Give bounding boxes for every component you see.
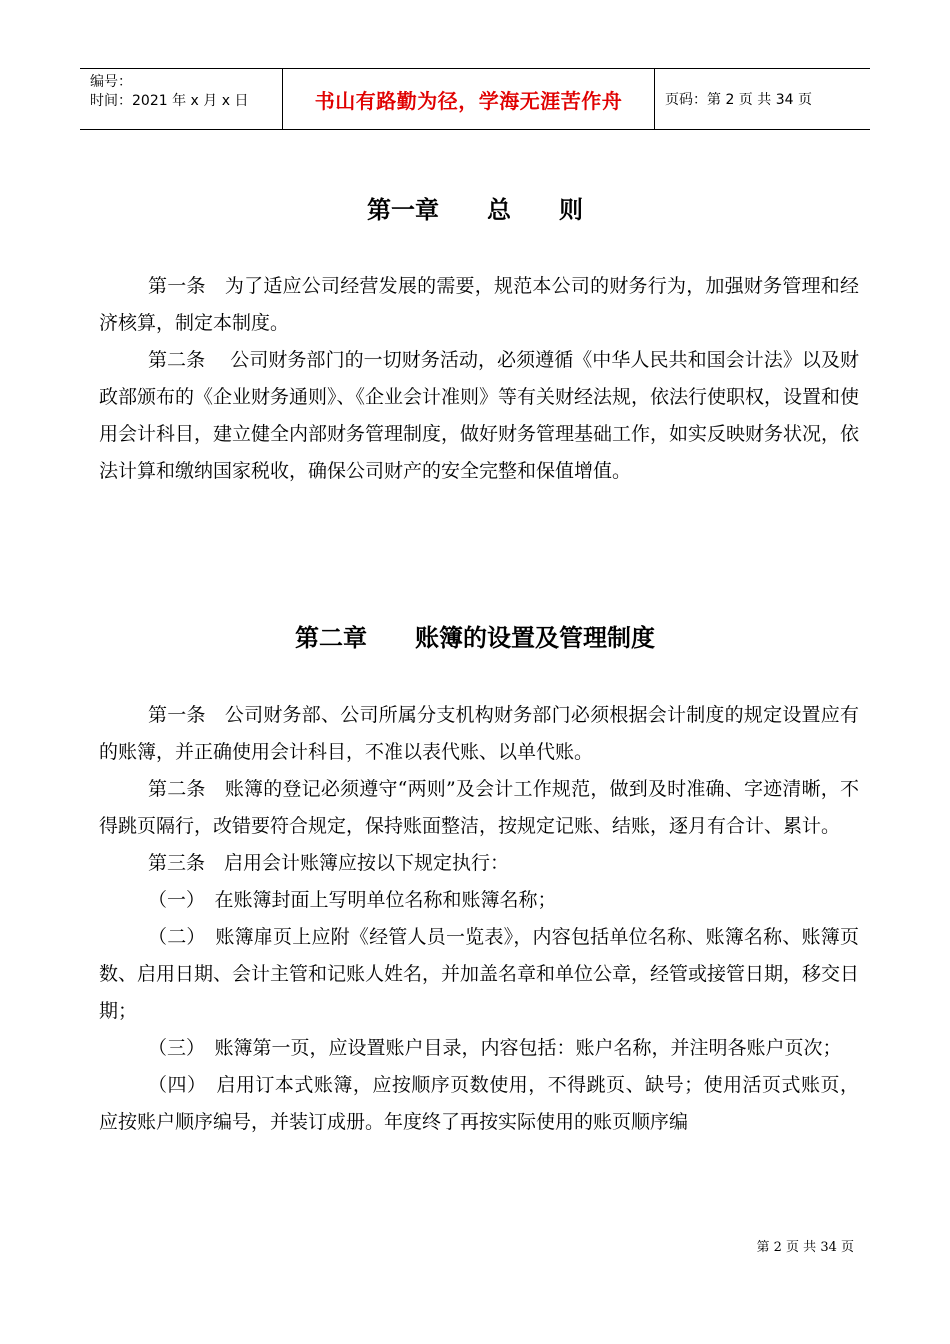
- chapter-1-title: 第一章 总 则: [367, 196, 583, 224]
- page-footer: 第 2 页 共 34 页: [756, 1240, 854, 1255]
- document-date: 时间：2021 年 x 月 x 日: [90, 93, 249, 109]
- chapter-2-item-3: （三） 账簿第一页，应设置账户目录，内容包括：账户名称，并注明各账户页次；: [148, 1037, 842, 1059]
- chapter-1-article-2: 第二条 公司财务部门的一切财务活动，必须遵循《中华人民共和国会计法》以及财政部颁布的《企业财务通则》、《企业会计准则》等有关财经法规，依法行使职权，设置和使用会计科目，建立健全内部财务管理制度，做好财务管理基础工作，如实反映财务状况，依法计算和缴纳国家税收，确保公司财产的安全完整和保值增值。: [99, 349, 860, 482]
- chapter-2-title: 第二章 账簿的设置及管理制度: [295, 624, 655, 652]
- chapter-2-item-1: （一） 在账簿封面上写明单位名称和账簿名称；: [148, 889, 557, 911]
- chapter-1-body: [99, 268, 859, 490]
- chapter-2-article-1: 第一条 公司财务部、公司所属分支机构财务部门必须根据会计制度的规定设置应有的账簿，并正确使用会计科目，不准以表代账、以单代账。: [99, 704, 859, 763]
- header-meta: [80, 69, 282, 129]
- header-motto: 书山有路勤为径，学海无涯苦作舟: [282, 69, 655, 129]
- document-number-label: 编号：: [90, 74, 132, 90]
- chapter-2-item-4: （四） 启用订本式账簿，应按顺序页数使用，不得跳页、缺号；使用活页式账页，应按账户顺序编号，并装订成册。年度终了再按实际使用的账页顺序编: [99, 1074, 859, 1133]
- chapter-1-article-1: 第一条 为了适应公司经营发展的需要，规范本公司的财务行为，加强财务管理和经济核算，制定本制度。: [99, 275, 859, 334]
- page-header: [80, 68, 870, 130]
- chapter-2-article-3: 第三条 启用会计账簿应按以下规定执行：: [148, 852, 510, 874]
- chapter-2-article-2: 第二条 账簿的登记必须遵守“两则”及会计工作规范，做到及时准确、字迹清晰，不得跳页隔行，改错要符合规定，保持账面整洁，按规定记账、结账，逐月有合计、累计。: [99, 778, 859, 837]
- chapter-2-body: [99, 697, 859, 1141]
- header-page-number: 页码：第 2 页 共 34 页: [665, 92, 812, 108]
- chapter-2-item-2: （二） 账簿扉页上应附《经管人员一览表》，内容包括单位名称、账簿名称、账簿页数、启用日期、会计主管和记账人姓名，并加盖名章和单位公章，经管或接管日期，移交日期；: [99, 926, 860, 1022]
